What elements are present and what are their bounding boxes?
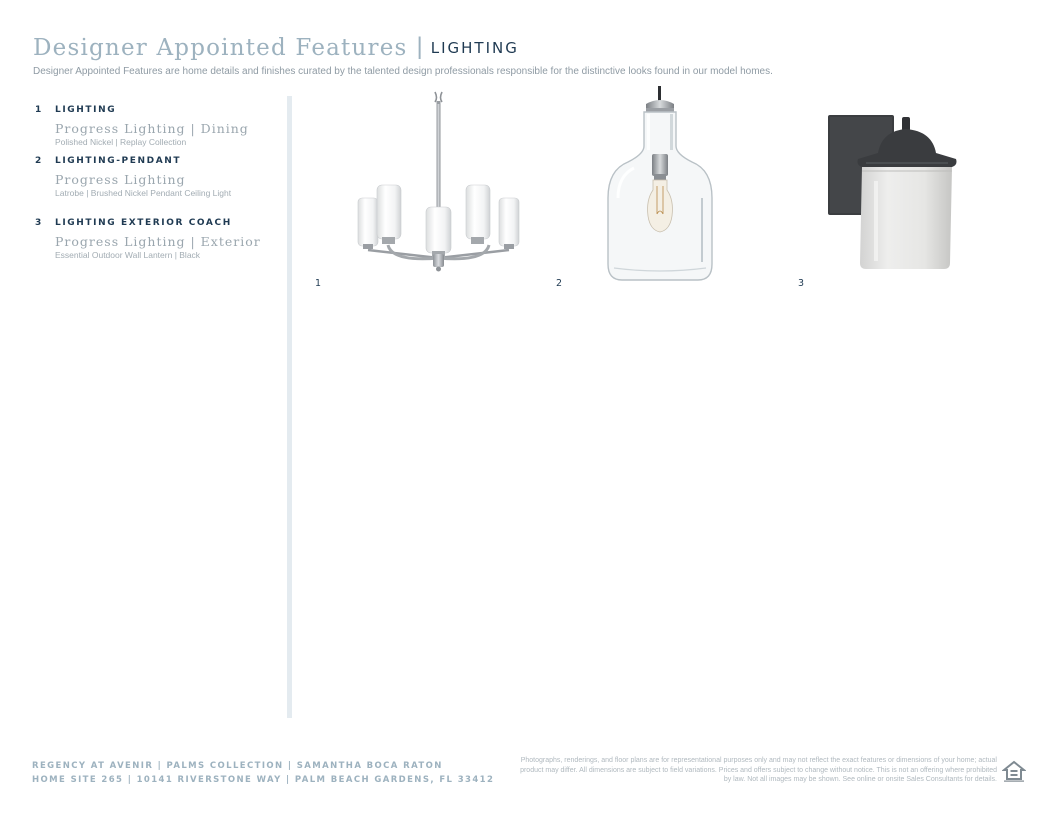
product-number: 1: [315, 278, 322, 289]
footer-address: [32, 759, 494, 787]
item-heading-text: LIGHTING: [55, 105, 117, 115]
product-number: 2: [556, 278, 563, 289]
list-item: [35, 105, 249, 147]
footer-homesite: HOME SITE 265 | 10141 RIVERSTONE WAY | PALM BEACH GARDENS, FL 33412: [32, 775, 495, 785]
wall-lantern-image: [826, 113, 962, 275]
footer-disclaimer: Photographs, renderings, and floor plans are for representational purposes only and may not reflect the exact features or dimensions of your home; actual product may differ. All dimensions are subject to field variations. Prices and offers subject to change without notice. This is not an offering where prohibited by law. Not all images may be shown. See online or onsite Sales Consultants for details.: [520, 757, 997, 783]
item-detail: Polished Nickel | Replay Collection: [55, 137, 187, 147]
glass-pendant-image: [600, 86, 720, 284]
title-separator: |: [416, 33, 423, 60]
item-heading-text: LIGHTING EXTERIOR COACH: [55, 218, 232, 228]
page-subtitle: Designer Appointed Features are home details and finishes curated by the talented design professionals responsible for the distinctive looks found in our model homes.: [33, 66, 773, 77]
page-title: [33, 34, 519, 62]
item-number: 2: [35, 156, 43, 166]
vertical-divider: [287, 96, 292, 718]
page-title-text: Designer Appointed Features: [33, 35, 408, 61]
item-heading: [35, 218, 261, 228]
item-heading-text: LIGHTING-PENDANT: [55, 156, 182, 166]
list-item: [35, 156, 231, 198]
list-item: [35, 218, 261, 260]
item-heading: [35, 156, 231, 166]
chandelier-image: [352, 90, 527, 272]
item-brand: Progress Lighting | Exterior: [55, 234, 261, 249]
item-detail: Latrobe | Brushed Nickel Pendant Ceiling Light: [55, 188, 232, 198]
item-brand: Progress Lighting: [55, 172, 186, 187]
item-brand: Progress Lighting | Dining: [55, 121, 249, 136]
item-number: 1: [35, 105, 43, 115]
footer-community: REGENCY AT AVENIR | PALMS COLLECTION | SAMANTHA BOCA RATON: [32, 761, 443, 771]
equal-housing-opportunity-logo: [1002, 759, 1026, 788]
item-number: 3: [35, 218, 43, 228]
category-label: LIGHTING: [430, 39, 519, 57]
product-number: 3: [798, 278, 805, 289]
item-heading: [35, 105, 249, 115]
item-detail: Essential Outdoor Wall Lantern | Black: [55, 250, 201, 260]
